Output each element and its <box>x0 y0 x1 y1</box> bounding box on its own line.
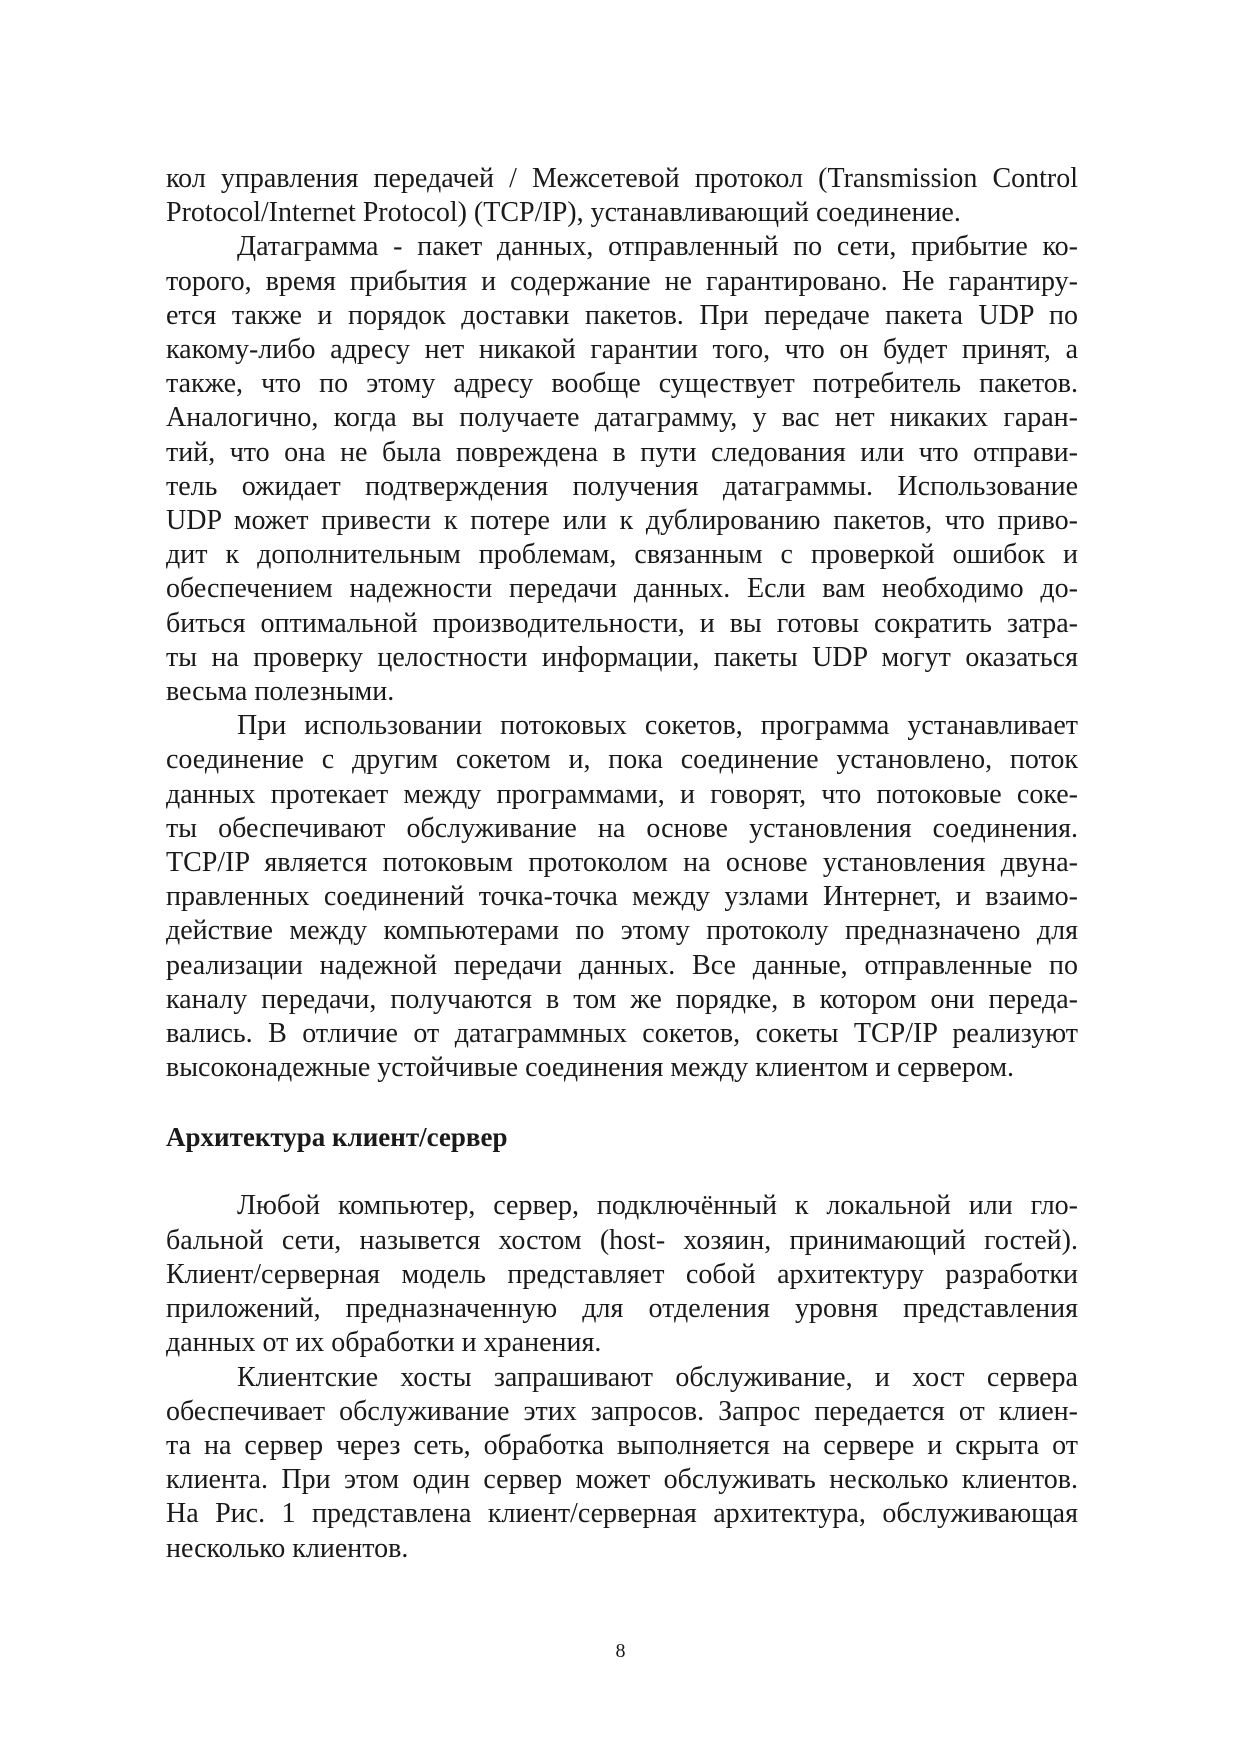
text-line: действие между компьютерами по этому протоколу предназначено для <box>166 915 1078 947</box>
text-line: реализации надежной передачи данных. Все данные, отправленные по <box>166 949 1078 981</box>
paragraph-protocol-continuation <box>166 162 1078 230</box>
text-line: тий, что она не была повреждена в пути следования или что отправи- <box>166 436 1078 468</box>
text-line: каналу передачи, получаются в том же порядке, в котором они переда- <box>166 983 1078 1015</box>
text-line: та на сервер через сеть, обработка выполняется на сервере и скрыта от <box>166 1429 1078 1461</box>
page-body <box>166 162 1078 1566</box>
text-line: ты обеспечивают обслуживание на основе установления соединения. <box>166 812 1078 844</box>
text-line: TCP/IP является потоковым протоколом на основе установления двуна- <box>166 847 1078 879</box>
text-line: данных протекает между программами, и говорят, что потоковые соке- <box>166 778 1078 810</box>
text-line: Датаграмма - пакет данных, отправленный по сети, прибытие ко- <box>237 231 1078 263</box>
paragraph-host-definition <box>166 1189 1078 1360</box>
text-line: обеспечивает обслуживание этих запросов. Запрос передается от клиен- <box>166 1395 1078 1427</box>
paragraph-stream-sockets <box>166 709 1078 1085</box>
text-line: биться оптимальной производительности, и вы готовы сократить затра- <box>166 607 1078 639</box>
text-line: несколько клиентов. <box>166 1532 409 1564</box>
text-line: кол управления передачей / Межсетевой протокол (Transmission Control <box>166 163 1078 194</box>
text-line: Клиентские хосты запрашивают обслуживание, и хост сервера <box>237 1361 1078 1393</box>
text-line: бальной сети, назывется хостом (host- хозяин, принимающий гостей). <box>166 1224 1078 1256</box>
text-line: дит к дополнительным проблемам, связанным с проверкой ошибок и <box>166 539 1078 571</box>
text-line: высоконадежные устойчивые соединения между клиентом и сервером. <box>166 1052 1015 1084</box>
paragraph-client-hosts <box>166 1361 1078 1566</box>
text-line: какому-либо адресу нет никакой гарантии того, что он будет принят, а <box>166 334 1078 366</box>
text-line: тель ожидает подтверждения получения датаграммы. Использование <box>166 470 1078 502</box>
text-line: ется также и порядок доставки пакетов. При передаче пакета UDP по <box>166 299 1078 331</box>
text-line: ты на проверку целостности информации, пакеты UDP могут оказаться <box>166 641 1078 673</box>
text-line: вались. В отличие от датаграммных сокетов, сокеты TCP/IP реализуют <box>166 1018 1078 1050</box>
text-line: весьма полезными. <box>166 676 395 708</box>
text-line: Protocol/Internet Protocol) (TCP/IP), устанавливающий соединение. <box>166 197 961 229</box>
text-line: приложений, предназначенную для отделения уровня представления <box>166 1293 1078 1325</box>
text-line: Клиент/серверная модель представляет собой архитектуру разработки <box>166 1258 1078 1290</box>
text-line: Любой компьютер, сервер, подключённый к локальной или гло- <box>237 1190 1078 1222</box>
text-line: соединение с другим сокетом и, пока соединение установлено, поток <box>166 744 1078 776</box>
text-line: обеспечением надежности передачи данных. Если вам необходимо до- <box>166 573 1078 605</box>
text-line: торого, время прибытия и содержание не гарантировано. Не гарантиру- <box>166 265 1078 297</box>
page-number: 8 <box>615 1640 626 1662</box>
text-line: При использовании потоковых сокетов, программа устанавливает <box>237 710 1078 742</box>
text-line: клиента. При этом один сервер может обслуживать несколько клиентов. <box>166 1464 1078 1496</box>
text-line: На Рис. 1 представлена клиент/серверная архитектура, обслуживающая <box>166 1498 1078 1530</box>
text-line: UDP может привести к потере или к дублированию пакетов, что приво- <box>166 505 1078 537</box>
text-line: правленных соединений точка-точка между узлами Интернет, и взаимо- <box>166 881 1078 913</box>
paragraph-datagram <box>166 230 1078 709</box>
section-heading: Архитектура клиент/сервер <box>166 1122 508 1153</box>
text-line: также, что по этому адресу вообще существует потребитель пакетов. <box>166 368 1078 400</box>
text-line: Аналогично, когда вы получаете датаграмму, у вас нет никаких гаран- <box>166 402 1078 434</box>
text-line: данных от их обработки и хранения. <box>166 1327 602 1359</box>
